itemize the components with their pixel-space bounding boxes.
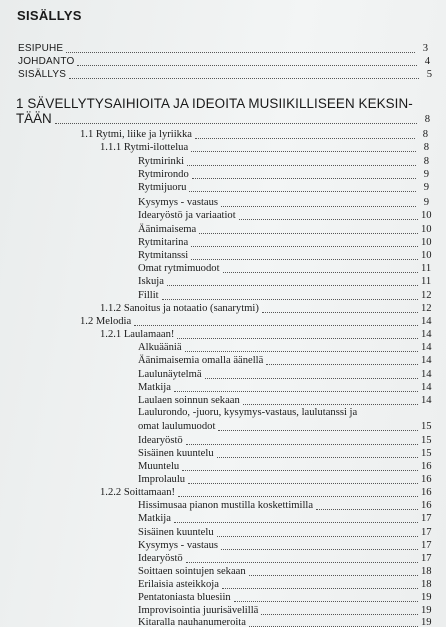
toc-page-number: 8 [423,156,429,167]
toc-page-number: 17 [421,540,432,551]
toc-entry [100,486,431,499]
dot-leader [195,138,415,139]
toc-label: Fillit [138,290,159,301]
dot-leader [66,52,415,53]
dot-leader [316,509,418,510]
toc-entry [138,591,431,604]
dot-leader [162,299,418,300]
toc-entry [138,420,431,433]
toc-label: Improlaulu [138,474,186,485]
toc-label: Kitaralla nauhanumeroita [138,617,246,627]
toc-label: Kysymys - vastaus [138,540,219,551]
toc-label: Idearyöstö ja variaatiot [138,210,236,221]
toc-label: 1.2.1 Laulamaan! [100,329,175,340]
dot-leader [185,351,418,352]
toc-entry-front-1 [18,55,430,68]
toc-page-number: 16 [421,500,432,511]
dot-leader [191,259,418,260]
toc-page-number: 16 [421,474,432,485]
toc-entry [138,354,431,367]
toc-page-number: 16 [421,487,432,498]
toc-entry [138,512,431,525]
toc-entry [138,539,431,552]
toc-label: Äänimaisema [138,224,197,235]
toc-page-number: 9 [423,169,429,180]
dot-leader [223,272,418,273]
dot-leader [186,444,418,445]
toc-label: Matkija [138,382,171,393]
toc-page-number: 14 [421,369,432,380]
toc-page-number: 4 [424,56,430,67]
dot-leader [234,601,418,602]
dot-leader [191,151,416,152]
toc-page-number: 10 [421,210,432,221]
toc-page-number: 10 [421,237,432,248]
toc-label: 1.2.2 Soittamaan! [100,487,176,498]
dot-leader [262,312,418,313]
dot-leader [182,470,418,471]
toc-page-number: 19 [421,592,432,603]
toc-page-number: 18 [421,579,432,590]
dot-leader [221,549,418,550]
toc-page-number: 18 [421,566,432,577]
toc-entry [138,616,431,627]
toc-entry [138,447,431,460]
toc-page-number: 17 [421,553,432,564]
toc-page-number: 10 [421,250,432,261]
toc-label: Idearyöstö [138,435,183,446]
toc-entry [138,168,429,181]
toc-label: Soittaen sointujen sekaan [138,566,246,577]
dot-leader [177,338,418,339]
page-title: SISÄLLYS [17,8,82,23]
toc-page-number: 8 [423,142,429,153]
dot-leader [199,233,418,234]
dot-leader [222,588,418,589]
toc-page-number: 19 [421,617,432,627]
toc-label: Sisäinen kuuntelu [138,527,214,538]
toc-entry [138,289,431,302]
toc-label: Laulaen soinnun sekaan [138,395,240,406]
toc-label: Sisäinen kuuntelu [138,448,214,459]
toc-page-number: 14 [421,395,432,406]
toc-entry [138,381,431,394]
toc-entry [80,128,428,141]
toc-label: Omat rytmimuodot [138,263,220,274]
toc-page-number: 8 [422,129,428,140]
toc-entry [138,473,431,486]
dot-leader [192,178,416,179]
toc-entry [138,499,431,512]
toc-label: Pentatoniasta bluesiin [138,592,231,603]
toc-label: Rytmijuoru [138,182,187,193]
toc-label: 1.1.2 Sanoitus ja notaatio (sanarytmi) [100,303,259,314]
toc-entry [138,460,431,473]
toc-page-number: 5 [426,69,432,80]
chapter-heading-continuation [16,113,430,126]
dot-leader [221,206,416,207]
toc-label: Rytmitarina [138,237,189,248]
toc-entry [138,262,431,275]
toc-label: Improvisointia juurisävelillä [138,605,259,616]
toc-page-number: 15 [421,448,432,459]
toc-page-number: 14 [421,329,432,340]
dot-leader [167,285,418,286]
toc-label: TÄÄN [16,111,52,126]
toc-label: 1.2 Melodia [80,316,132,327]
toc-entry [138,368,431,381]
dot-leader [187,165,416,166]
toc-label: SISÄLLYS [18,69,67,80]
dot-leader [261,614,418,615]
toc-page-number: 16 [421,461,432,472]
toc-entry [138,209,431,222]
dot-leader [243,404,418,405]
toc-entry [138,196,429,209]
dot-leader [205,378,418,379]
toc-label: Laulunäytelmä [138,369,202,380]
toc-entry [138,526,431,539]
dot-leader [69,78,419,79]
toc-label: Idearyöstö [138,553,183,564]
toc-label: ESIPUHE [18,43,64,54]
toc-entry [100,302,431,315]
dot-leader [217,536,418,537]
dot-leader [218,430,418,431]
toc-entry [100,328,431,341]
toc-entry [138,223,431,236]
dot-leader [174,391,418,392]
toc-page-number: 11 [421,263,432,274]
toc-label: Alkuääniä [138,342,182,353]
toc-label: Rytmirinki [138,156,185,167]
dot-leader [266,364,418,365]
toc-entry-front-0 [18,42,428,55]
toc-entry-multiline: Laulurondo, -juoru, kysymys-vastaus, laulutanssi ja [138,407,358,418]
toc-entry [138,181,429,194]
dot-leader [191,246,418,247]
toc-label: Äänimaisemia omalla äänellä [138,355,264,366]
toc-label: JOHDANTO [18,56,75,67]
toc-entry [138,155,429,168]
toc-page-number: 17 [421,513,432,524]
toc-page-number: 14 [421,382,432,393]
toc-page-number: 14 [421,355,432,366]
toc-page-number: 17 [421,527,432,538]
toc-entry [138,565,431,578]
toc-label: 1.1 Rytmi, liike ja lyriikka [80,129,192,140]
toc-page-number: 9 [423,182,429,193]
toc-entry-front-2 [18,68,432,81]
dot-leader [249,575,418,576]
dot-leader [189,191,416,192]
toc-entry [138,236,431,249]
chapter-heading: 1 SÄVELLYTYSAIHIOITA JA IDEOITA MUSIIKILLISEEN KEKSIN- [16,96,413,111]
toc-page-number: 14 [421,316,432,327]
dot-leader [186,562,418,563]
toc-label: Iskuja [138,276,164,287]
toc-page-number: 14 [421,342,432,353]
toc-entry [100,141,429,154]
toc-label: Muuntelu [138,461,180,472]
toc-label: omat laulumuodot [138,421,216,432]
dot-leader [178,496,418,497]
toc-page-number: 12 [421,303,432,314]
toc-entry [138,249,431,262]
toc-page-number: 8 [424,114,430,125]
toc-page-number: 11 [421,276,432,287]
dot-leader [174,522,418,523]
toc-label: 1.1.1 Rytmi-ilottelua [100,142,189,153]
toc-page-number: 10 [421,224,432,235]
toc-entry [80,315,431,328]
toc-label: Rytmirondo [138,169,189,180]
toc-entry [138,578,431,591]
toc-label: Kysymys - vastaus [138,197,219,208]
toc-label: Hissimusaa pianon mustilla koskettimilla [138,500,314,511]
toc-page-number: 15 [421,421,432,432]
dot-leader [77,65,417,66]
dot-leader [188,483,418,484]
toc-page-number: 19 [421,605,432,616]
toc-label: Matkija [138,513,171,524]
dot-leader [134,325,418,326]
dot-leader [217,457,418,458]
toc-label: Rytmitanssi [138,250,189,261]
toc-label: Erilaisia asteikkoja [138,579,219,590]
toc-entry [138,434,431,447]
toc-entry [138,341,431,354]
toc-page-number: 3 [422,43,428,54]
toc-page-number: 12 [421,290,432,301]
toc-page-number: 15 [421,435,432,446]
dot-leader [239,219,418,220]
toc-entry [138,552,431,565]
toc-entry [138,275,431,288]
dot-leader [55,123,417,124]
toc-page-number: 9 [423,197,429,208]
toc-entry [138,394,431,407]
